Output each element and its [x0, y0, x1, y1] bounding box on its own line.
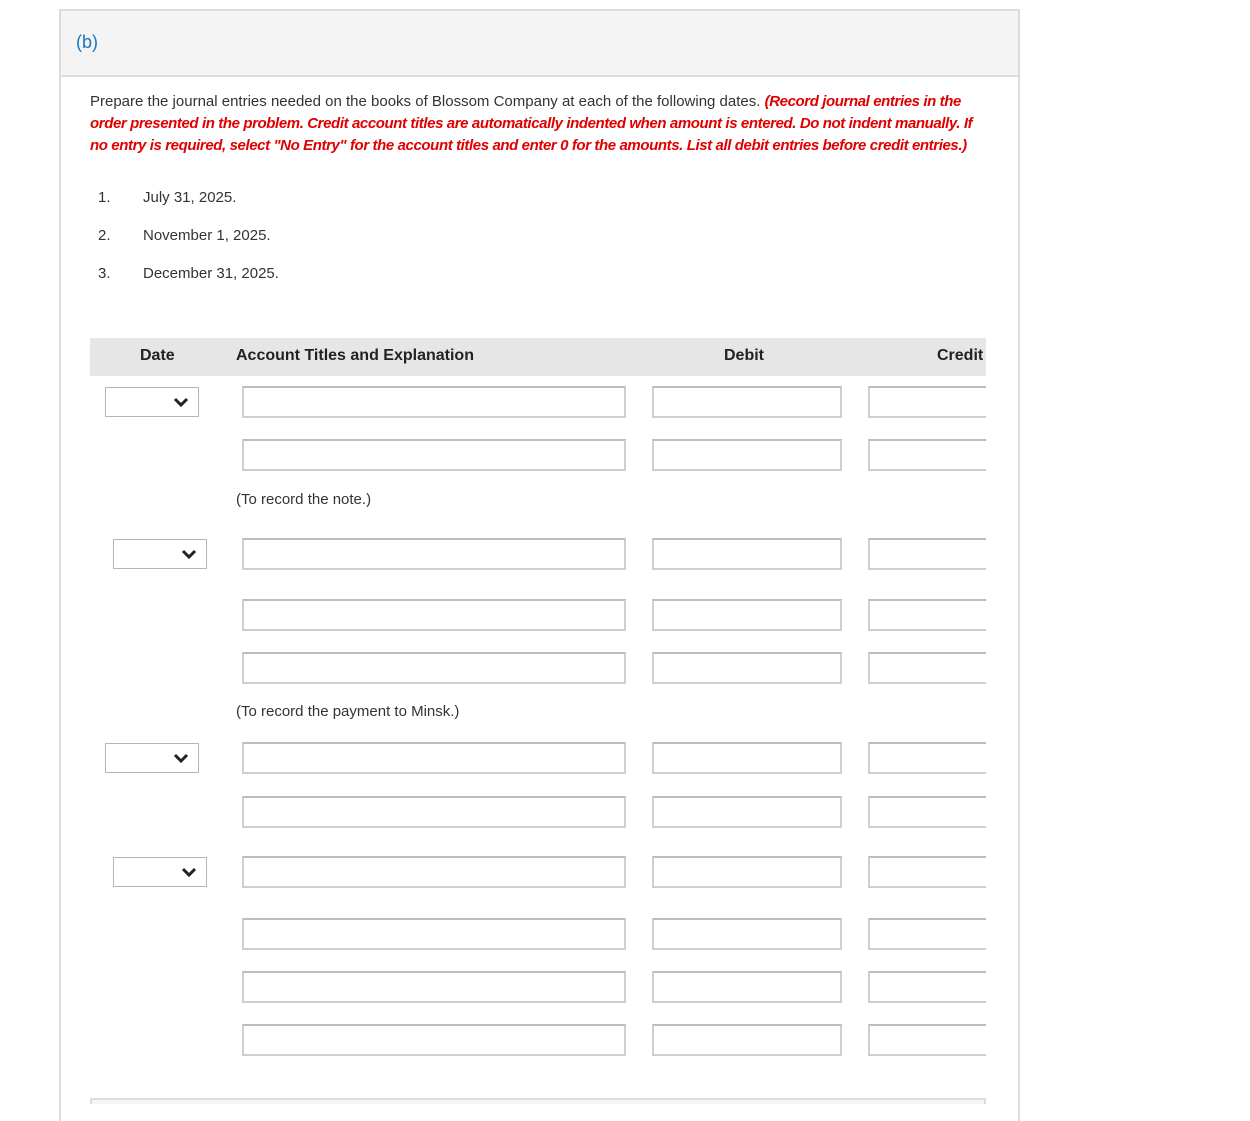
part-label: (b): [76, 32, 98, 52]
debit-input[interactable]: [652, 652, 842, 684]
chevron-down-icon: [173, 752, 189, 764]
debit-input[interactable]: [652, 918, 842, 950]
credit-input[interactable]: [868, 599, 986, 631]
journal-table-header: [90, 338, 986, 376]
credit-input[interactable]: [868, 742, 986, 774]
date-select[interactable]: [105, 743, 199, 773]
debit-input[interactable]: [652, 856, 842, 888]
date-list-number: 1.: [98, 189, 111, 206]
debit-input[interactable]: [652, 796, 842, 828]
entry-memo: (To record the note.): [236, 491, 372, 508]
instructions-text: Prepare the journal entries needed on the books of Blossom Company at each of the following dates.: [90, 93, 765, 110]
date-select[interactable]: [113, 857, 207, 887]
date-list-number: 3.: [98, 265, 111, 282]
credit-input[interactable]: [868, 918, 986, 950]
header-debit: Debit: [724, 347, 764, 364]
entry-memo: (To record the payment to Minsk.): [236, 703, 460, 720]
credit-input[interactable]: [868, 796, 986, 828]
credit-input[interactable]: [868, 439, 986, 471]
header-account-titles: Account Titles and Explanation: [236, 347, 474, 364]
account-title-input[interactable]: [242, 856, 626, 888]
date-select[interactable]: [105, 387, 199, 417]
account-title-input[interactable]: [242, 439, 626, 471]
account-title-input[interactable]: [242, 918, 626, 950]
header-credit: Credit: [937, 347, 984, 364]
credit-input[interactable]: [868, 1024, 986, 1056]
debit-input[interactable]: [652, 742, 842, 774]
credit-input[interactable]: [868, 538, 986, 570]
chevron-down-icon: [181, 866, 197, 878]
instructions: [90, 91, 990, 157]
date-list-item: July 31, 2025.: [143, 189, 237, 206]
account-title-input[interactable]: [242, 742, 626, 774]
credit-input[interactable]: [868, 652, 986, 684]
account-title-input[interactable]: [242, 386, 626, 418]
next-section-divider: [90, 1098, 986, 1104]
panel-header: [61, 11, 1018, 77]
debit-input[interactable]: [652, 1024, 842, 1056]
credit-input[interactable]: [868, 971, 986, 1003]
date-list-item: December 31, 2025.: [143, 265, 279, 282]
header-date: Date: [140, 347, 175, 364]
debit-input[interactable]: [652, 599, 842, 631]
account-title-input[interactable]: [242, 1024, 626, 1056]
credit-input[interactable]: [868, 386, 986, 418]
date-list-number: 2.: [98, 227, 111, 244]
date-list-item: November 1, 2025.: [143, 227, 271, 244]
debit-input[interactable]: [652, 439, 842, 471]
instructions-emphasis: (Record journal entries in the order presented in the problem. Credit account titles are automatically indented when amount is entered. Do not indent manually. If no entry is required, select "No Entry" for the account titles and enter 0 for the amounts. List all debit entries before credit entries.): [90, 93, 973, 154]
date-select[interactable]: [113, 539, 207, 569]
account-title-input[interactable]: [242, 599, 626, 631]
account-title-input[interactable]: [242, 971, 626, 1003]
chevron-down-icon: [173, 396, 189, 408]
credit-input[interactable]: [868, 856, 986, 888]
account-title-input[interactable]: [242, 538, 626, 570]
debit-input[interactable]: [652, 971, 842, 1003]
account-title-input[interactable]: [242, 652, 626, 684]
account-title-input[interactable]: [242, 796, 626, 828]
chevron-down-icon: [181, 548, 197, 560]
debit-input[interactable]: [652, 538, 842, 570]
debit-input[interactable]: [652, 386, 842, 418]
